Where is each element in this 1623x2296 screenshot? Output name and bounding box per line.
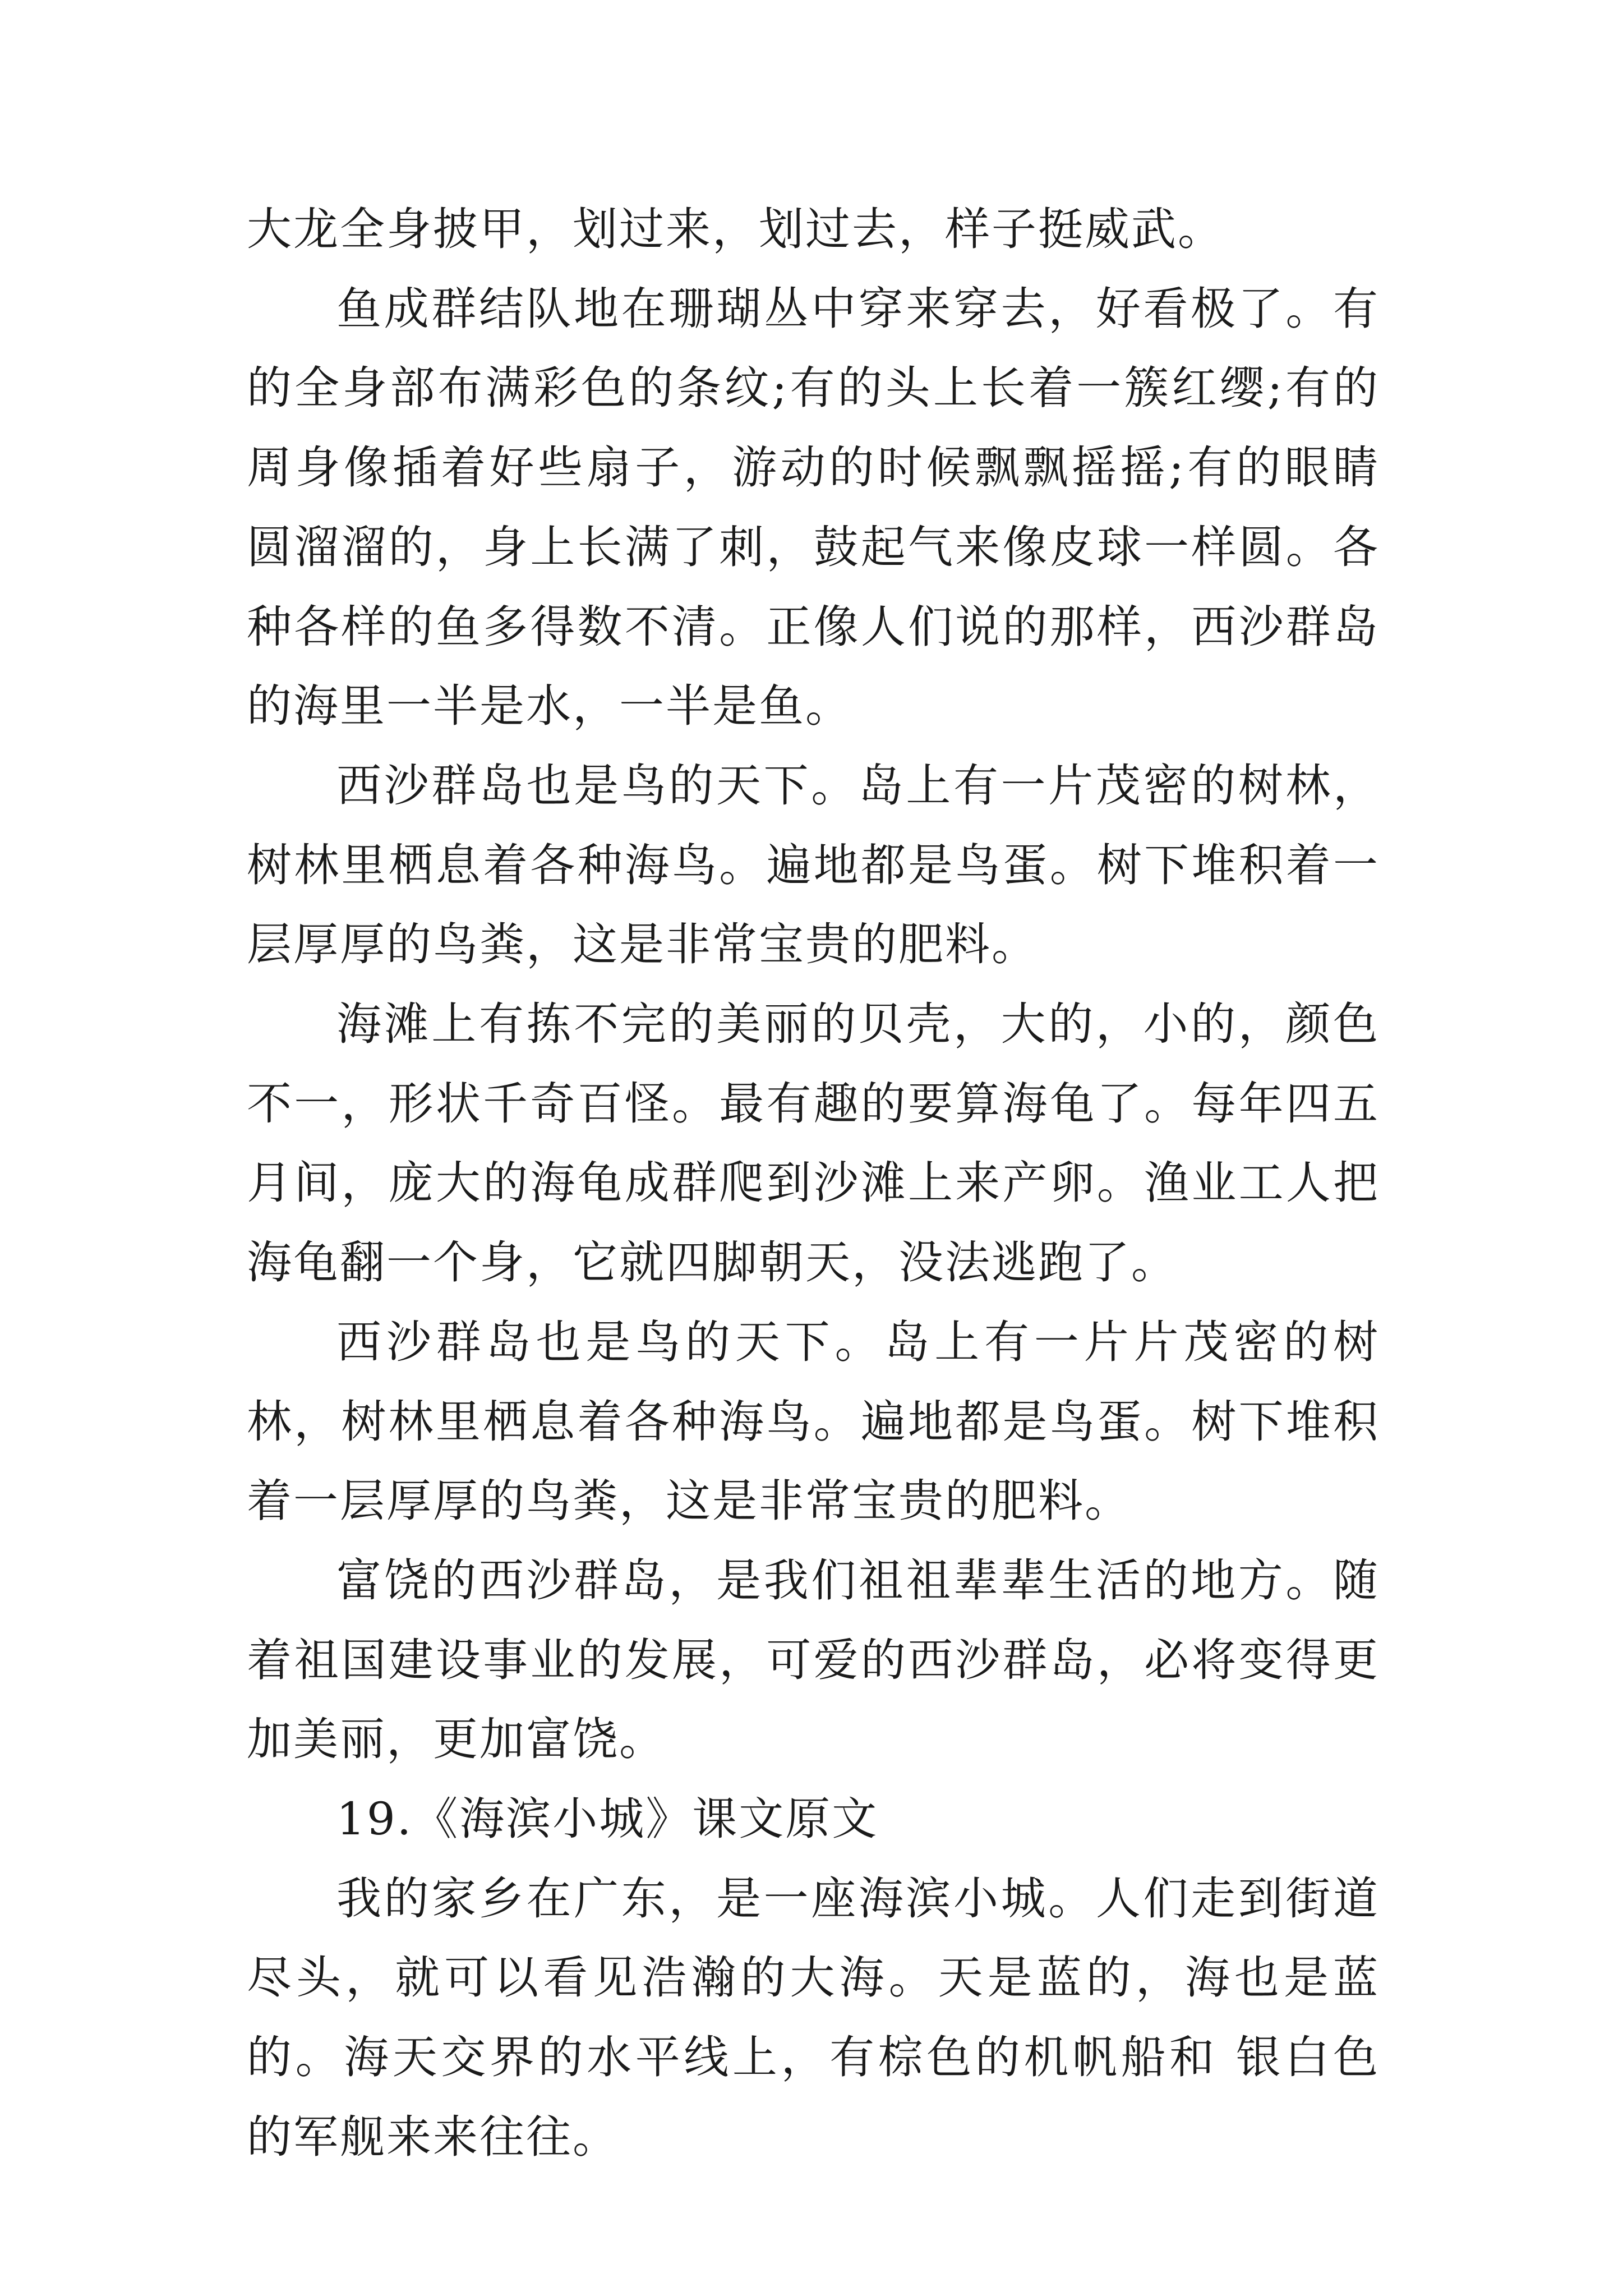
paragraph-beach: 海滩上有拣不完的美丽的贝壳，大的，小的，颜色不一，形状千奇百怪。最有趣的要算海龟了。每年四五月间，庞大的海龟成群爬到沙滩上来产卵。渔业工人把海龟翻一个身，它就四脚朝天，没法逃跑了。 bbox=[247, 998, 1380, 1289]
paragraph-continuation: 大龙全身披甲，划过来，划过去，样子挺威武。 bbox=[247, 203, 1224, 255]
paragraph-birds: 西沙群岛也是鸟的天下。岛上有一片茂密的树林，树林里栖息着各种海鸟。遍地都是鸟蛋。树下堆积着一层厚厚的鸟粪，这是非常宝贵的肥料。 bbox=[247, 759, 1380, 971]
paragraph-birds-repeat: 西沙群岛也是鸟的天下。岛上有一片片茂密的树林，树林里栖息着各种海鸟。遍地都是鸟蛋。树下堆积着一层厚厚的鸟粪，这是非常宝贵的肥料。 bbox=[247, 1315, 1380, 1527]
paragraph-seaside-town: 我的家乡在广东，是一座海滨小城。人们走到街道尽头，就可以看见浩瀚的大海。天是蓝的，海也是蓝的。海天交界的水平线上，有棕色的机帆船和 银白色的军舰来来往往。 bbox=[247, 1872, 1380, 2163]
paragraph-fish: 鱼成群结队地在珊瑚丛中穿来穿去，好看极了。有的全身部布满彩色的条纹;有的头上长着一簇红缨;有的周身像插着好些扇子，游动的时候飘飘摇摇;有的眼睛圆溜溜的，身上长满了刺，鼓起气来像皮球一样圆。各种各样的鱼多得数不清。正像人们说的那样，西沙群岛的海里一半是水，一半是鱼。 bbox=[247, 282, 1380, 733]
document-body bbox=[247, 190, 1380, 2177]
paragraph-conclusion: 富饶的西沙群岛，是我们祖祖辈辈生活的地方。随着祖国建设事业的发展，可爱的西沙群岛，必将变得更加美丽，更加富饶。 bbox=[247, 1554, 1380, 1766]
section-heading: 19.《海滨小城》课文原文 bbox=[336, 1793, 879, 1846]
